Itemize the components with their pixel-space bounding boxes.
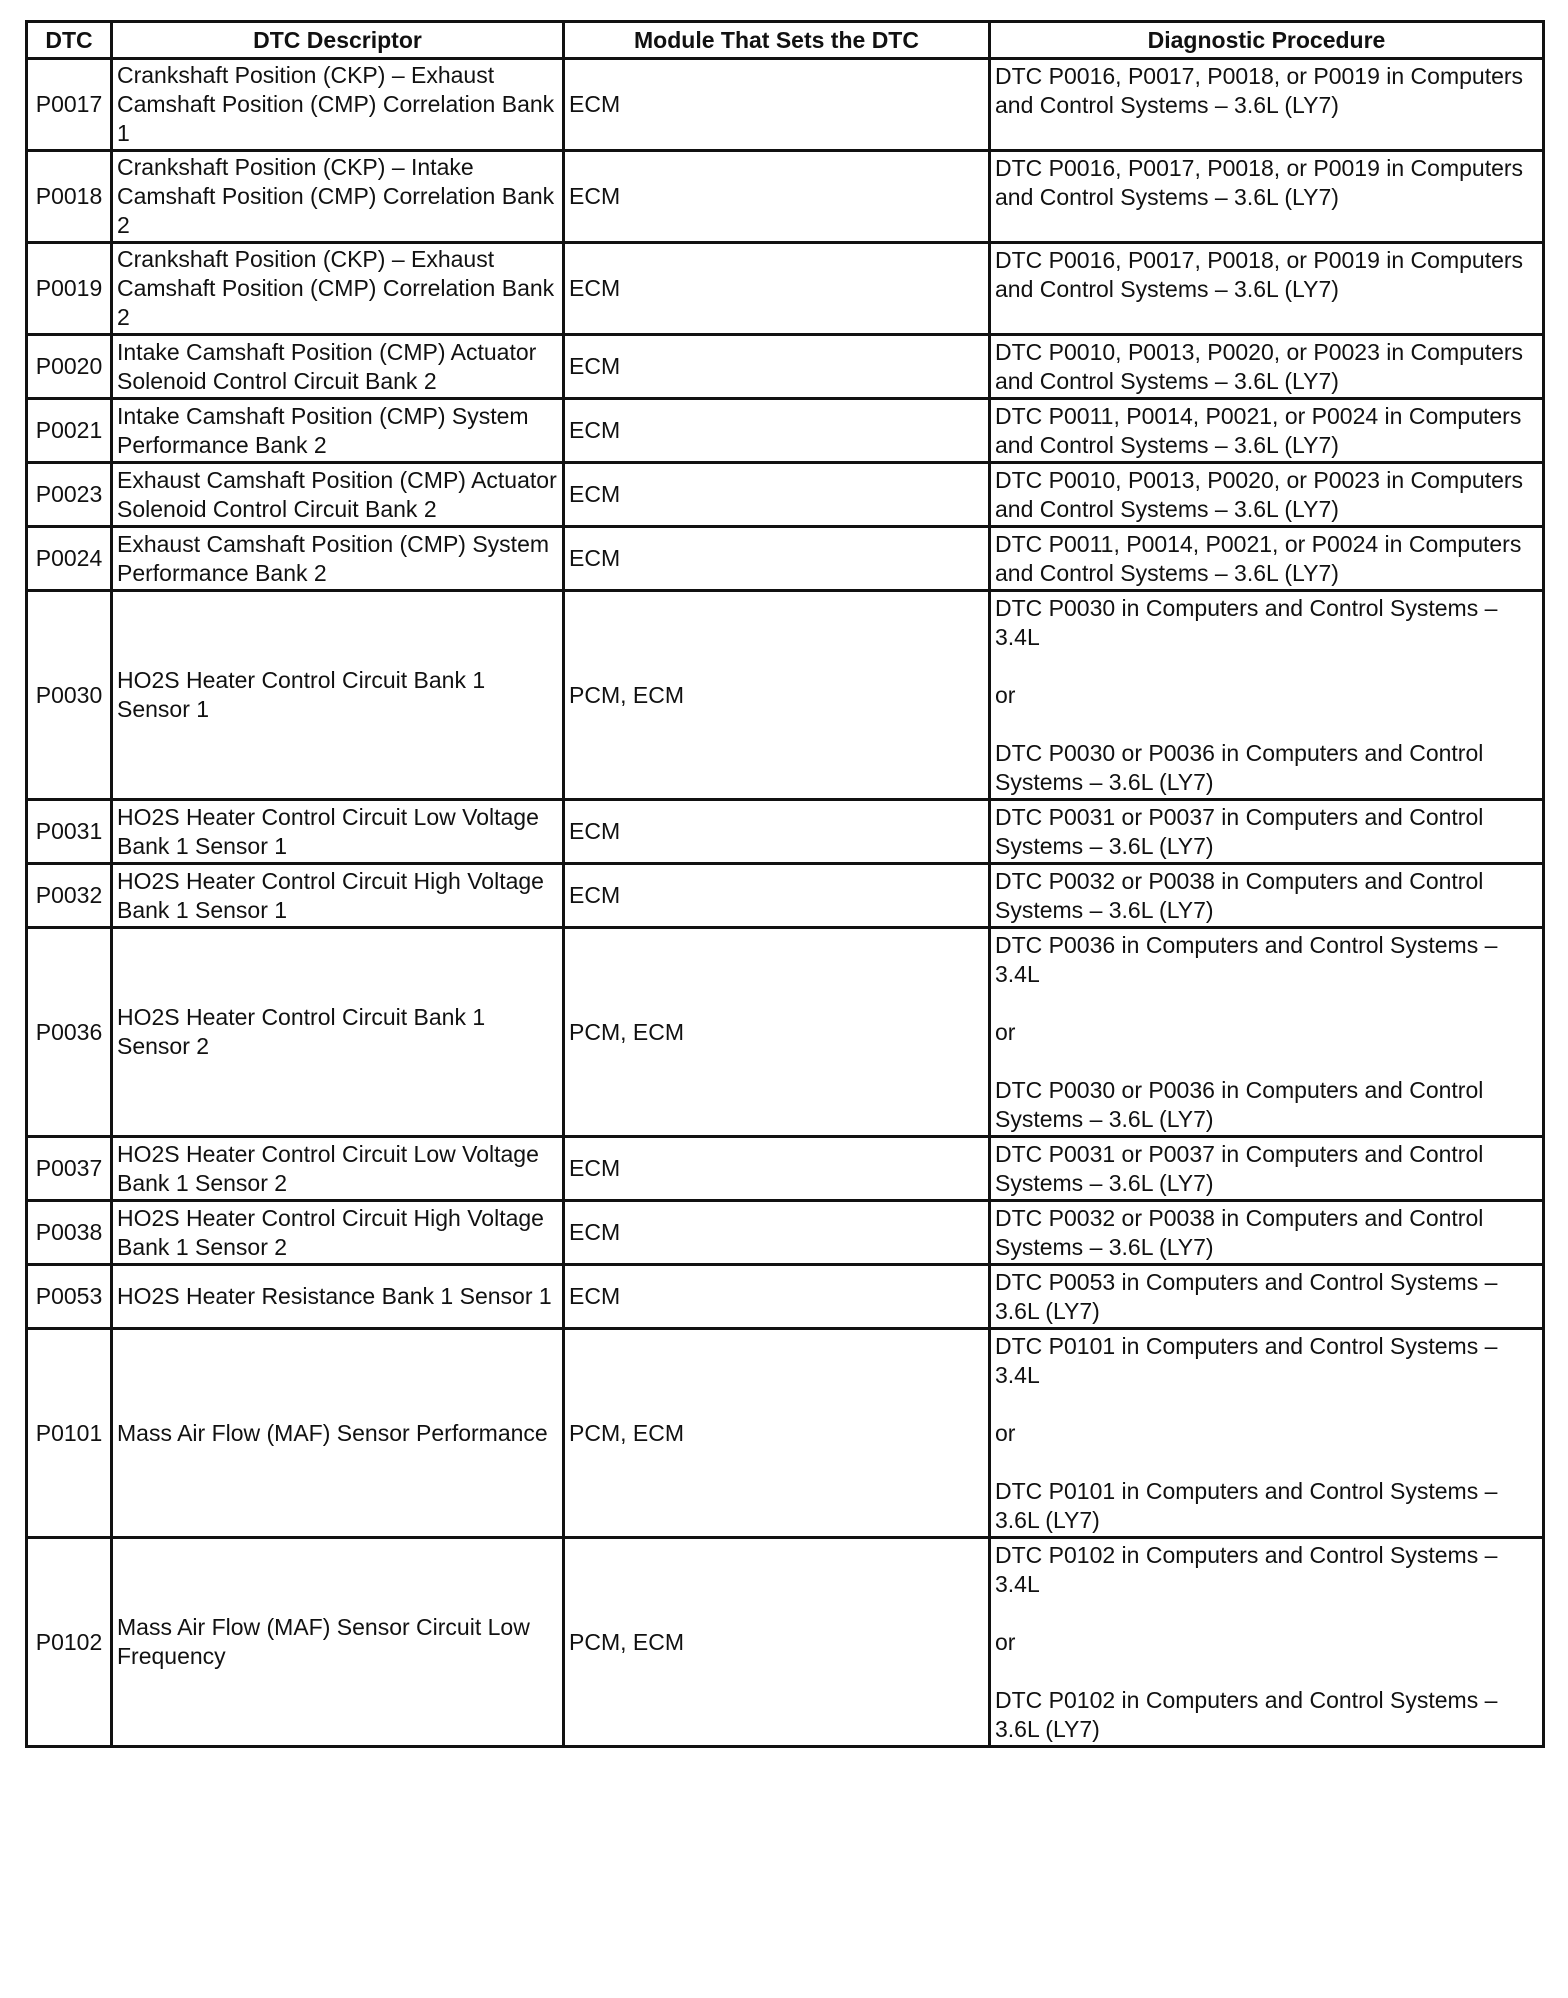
procedure-text: DTC P0031 or P0037 in Computers and Control Systems – 3.6L (LY7) [995, 804, 1484, 859]
dtc-code-cell: P0037 [27, 1137, 112, 1201]
table-header-row [27, 22, 1544, 59]
module-cell: PCM, ECM [564, 928, 990, 1137]
dtc-code-cell: P0020 [27, 335, 112, 399]
dtc-descriptor-cell: HO2S Heater Resistance Bank 1 Sensor 1 [112, 1265, 564, 1329]
diagnostic-procedure-cell [990, 151, 1544, 243]
dtc-descriptor-cell: Crankshaft Position (CKP) – Exhaust Camshaft Position (CMP) Correlation Bank 2 [112, 243, 564, 335]
diagnostic-procedure-cell [990, 1201, 1544, 1265]
module-cell: ECM [564, 335, 990, 399]
procedure-text: DTC P0053 in Computers and Control Systems – 3.6L (LY7) [995, 1269, 1498, 1324]
dtc-code-cell: P0031 [27, 800, 112, 864]
module-cell: ECM [564, 864, 990, 928]
module-cell: PCM, ECM [564, 1538, 990, 1747]
dtc-descriptor-cell: Intake Camshaft Position (CMP) System Performance Bank 2 [112, 399, 564, 463]
dtc-code-cell: P0032 [27, 864, 112, 928]
procedure-text: DTC P0016, P0017, P0018, or P0019 in Computers and Control Systems – 3.6L (LY7) [995, 247, 1524, 302]
procedure-text: DTC P0016, P0017, P0018, or P0019 in Computers and Control Systems – 3.6L (LY7) [995, 155, 1524, 210]
dtc-descriptor-cell: Exhaust Camshaft Position (CMP) System Performance Bank 2 [112, 527, 564, 591]
procedure-text: or [995, 1420, 1016, 1446]
dtc-table-page [25, 20, 1542, 1748]
dtc-code-cell: P0038 [27, 1201, 112, 1265]
paragraph-gap [995, 1448, 1538, 1477]
header-dtc: DTC [27, 22, 112, 59]
procedure-text: DTC P0030 or P0036 in Computers and Control Systems – 3.6L (LY7) [995, 1077, 1484, 1132]
module-cell: PCM, ECM [564, 1329, 990, 1538]
table-row [27, 591, 1544, 800]
procedure-text: DTC P0016, P0017, P0018, or P0019 in Computers and Control Systems – 3.6L (LY7) [995, 63, 1524, 118]
module-cell: ECM [564, 1137, 990, 1201]
table-row [27, 527, 1544, 591]
procedure-text: DTC P0011, P0014, P0021, or P0024 in Computers and Control Systems – 3.6L (LY7) [995, 531, 1522, 586]
table-row [27, 1137, 1544, 1201]
dtc-table [25, 20, 1545, 1748]
module-cell: ECM [564, 399, 990, 463]
module-cell: ECM [564, 527, 990, 591]
diagnostic-procedure-cell [990, 335, 1544, 399]
paragraph-gap [995, 1047, 1538, 1076]
procedure-text: DTC P0011, P0014, P0021, or P0024 in Computers and Control Systems – 3.6L (LY7) [995, 403, 1522, 458]
table-row [27, 243, 1544, 335]
dtc-descriptor-cell: HO2S Heater Control Circuit Low Voltage Bank 1 Sensor 1 [112, 800, 564, 864]
dtc-descriptor-cell: Mass Air Flow (MAF) Sensor Circuit Low Frequency [112, 1538, 564, 1747]
procedure-text: DTC P0032 or P0038 in Computers and Control Systems – 3.6L (LY7) [995, 868, 1484, 923]
dtc-descriptor-cell: HO2S Heater Control Circuit High Voltage Bank 1 Sensor 1 [112, 864, 564, 928]
diagnostic-procedure-cell [990, 527, 1544, 591]
table-row [27, 335, 1544, 399]
dtc-descriptor-cell: HO2S Heater Control Circuit Bank 1 Sensor 2 [112, 928, 564, 1137]
dtc-descriptor-cell: Mass Air Flow (MAF) Sensor Performance [112, 1329, 564, 1538]
diagnostic-procedure-cell [990, 1538, 1544, 1747]
procedure-text: DTC P0101 in Computers and Control Systems – 3.4L [995, 1333, 1498, 1388]
table-row [27, 1201, 1544, 1265]
dtc-code-cell: P0102 [27, 1538, 112, 1747]
dtc-descriptor-cell: HO2S Heater Control Circuit Bank 1 Sensor 1 [112, 591, 564, 800]
paragraph-gap [995, 652, 1538, 681]
diagnostic-procedure-cell [990, 928, 1544, 1137]
procedure-text: DTC P0010, P0013, P0020, or P0023 in Computers and Control Systems – 3.6L (LY7) [995, 467, 1524, 522]
procedure-text: or [995, 1629, 1016, 1655]
table-row [27, 1329, 1544, 1538]
diagnostic-procedure-cell [990, 800, 1544, 864]
module-cell: ECM [564, 151, 990, 243]
dtc-descriptor-cell: Exhaust Camshaft Position (CMP) Actuator Solenoid Control Circuit Bank 2 [112, 463, 564, 527]
module-cell: PCM, ECM [564, 591, 990, 800]
dtc-code-cell: P0017 [27, 59, 112, 151]
module-cell: ECM [564, 243, 990, 335]
procedure-text: DTC P0102 in Computers and Control Systems – 3.4L [995, 1542, 1498, 1597]
module-cell: ECM [564, 800, 990, 864]
procedure-text: DTC P0030 in Computers and Control Systems – 3.4L [995, 595, 1498, 650]
diagnostic-procedure-cell [990, 1265, 1544, 1329]
dtc-code-cell: P0030 [27, 591, 112, 800]
procedure-text: DTC P0010, P0013, P0020, or P0023 in Computers and Control Systems – 3.6L (LY7) [995, 339, 1524, 394]
dtc-descriptor-cell: Intake Camshaft Position (CMP) Actuator Solenoid Control Circuit Bank 2 [112, 335, 564, 399]
table-row [27, 59, 1544, 151]
procedure-text: DTC P0030 or P0036 in Computers and Control Systems – 3.6L (LY7) [995, 740, 1484, 795]
table-row [27, 1265, 1544, 1329]
module-cell: ECM [564, 1265, 990, 1329]
paragraph-gap [995, 1390, 1538, 1419]
table-row [27, 864, 1544, 928]
table-row [27, 928, 1544, 1137]
module-cell: ECM [564, 463, 990, 527]
module-cell: ECM [564, 1201, 990, 1265]
dtc-descriptor-cell: Crankshaft Position (CKP) – Exhaust Camshaft Position (CMP) Correlation Bank 1 [112, 59, 564, 151]
dtc-code-cell: P0101 [27, 1329, 112, 1538]
diagnostic-procedure-cell [990, 463, 1544, 527]
diagnostic-procedure-cell [990, 243, 1544, 335]
procedure-text: DTC P0102 in Computers and Control Systems – 3.6L (LY7) [995, 1687, 1498, 1742]
dtc-code-cell: P0019 [27, 243, 112, 335]
paragraph-gap [995, 1657, 1538, 1686]
diagnostic-procedure-cell [990, 399, 1544, 463]
dtc-code-cell: P0036 [27, 928, 112, 1137]
dtc-code-cell: P0018 [27, 151, 112, 243]
dtc-code-cell: P0053 [27, 1265, 112, 1329]
dtc-code-cell: P0021 [27, 399, 112, 463]
table-row [27, 399, 1544, 463]
table-row [27, 800, 1544, 864]
dtc-descriptor-cell: Crankshaft Position (CKP) – Intake Camshaft Position (CMP) Correlation Bank 2 [112, 151, 564, 243]
table-row [27, 1538, 1544, 1747]
module-cell: ECM [564, 59, 990, 151]
procedure-text: or [995, 682, 1016, 708]
diagnostic-procedure-cell [990, 59, 1544, 151]
procedure-text: or [995, 1019, 1016, 1045]
procedure-text: DTC P0036 in Computers and Control Systems – 3.4L [995, 932, 1498, 987]
diagnostic-procedure-cell [990, 1137, 1544, 1201]
procedure-text: DTC P0032 or P0038 in Computers and Control Systems – 3.6L (LY7) [995, 1205, 1484, 1260]
diagnostic-procedure-cell [990, 591, 1544, 800]
diagnostic-procedure-cell [990, 864, 1544, 928]
header-descriptor: DTC Descriptor [112, 22, 564, 59]
dtc-code-cell: P0023 [27, 463, 112, 527]
procedure-text: DTC P0031 or P0037 in Computers and Control Systems – 3.6L (LY7) [995, 1141, 1484, 1196]
header-module: Module That Sets the DTC [564, 22, 990, 59]
paragraph-gap [995, 989, 1538, 1018]
table-row [27, 463, 1544, 527]
table-row [27, 151, 1544, 243]
diagnostic-procedure-cell [990, 1329, 1544, 1538]
paragraph-gap [995, 1599, 1538, 1628]
dtc-descriptor-cell: HO2S Heater Control Circuit Low Voltage Bank 1 Sensor 2 [112, 1137, 564, 1201]
dtc-code-cell: P0024 [27, 527, 112, 591]
header-procedure: Diagnostic Procedure [990, 22, 1544, 59]
dtc-descriptor-cell: HO2S Heater Control Circuit High Voltage Bank 1 Sensor 2 [112, 1201, 564, 1265]
paragraph-gap [995, 710, 1538, 739]
table-body [27, 59, 1544, 1747]
procedure-text: DTC P0101 in Computers and Control Systems – 3.6L (LY7) [995, 1478, 1498, 1533]
